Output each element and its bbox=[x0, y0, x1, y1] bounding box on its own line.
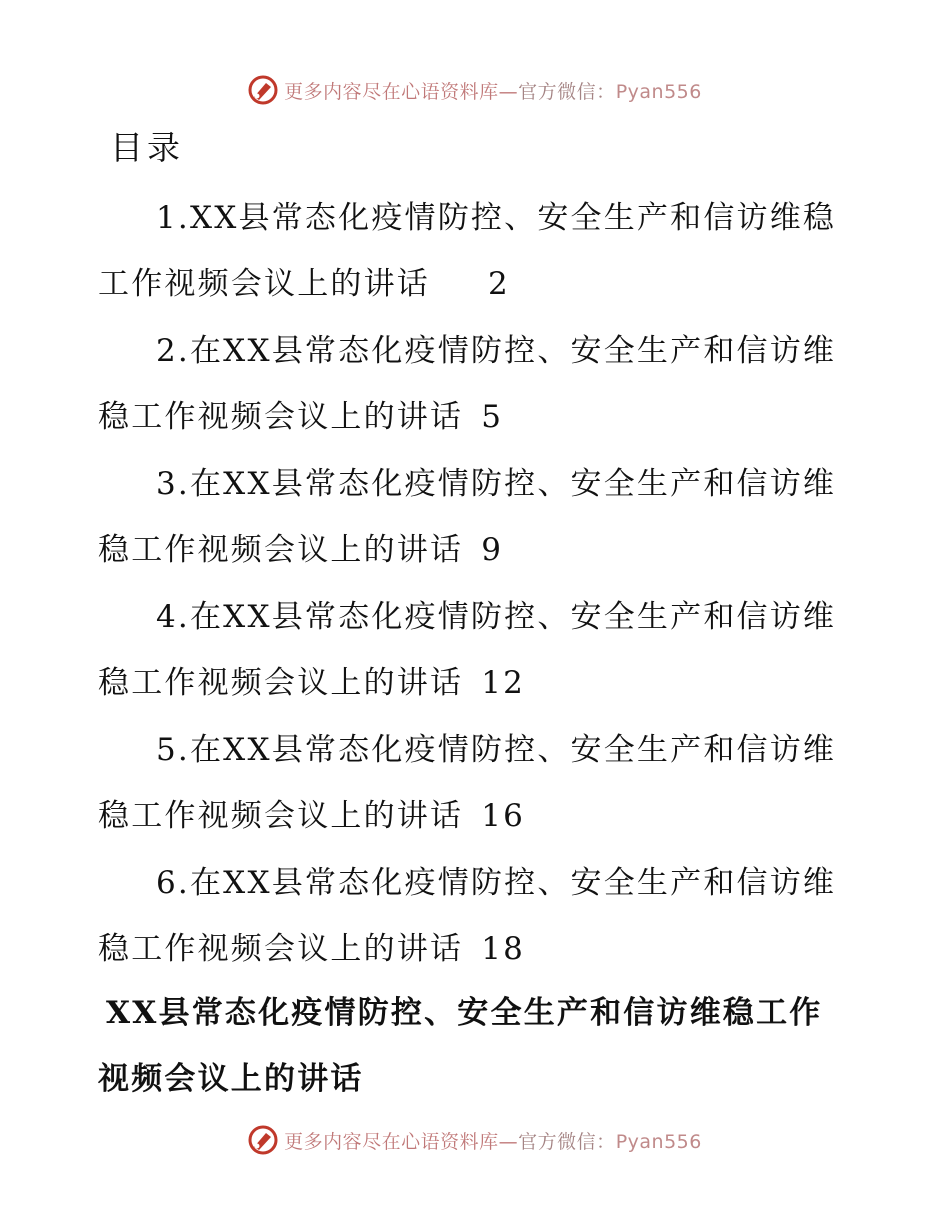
toc-entry-line2: 工作视频会议上的讲话 bbox=[98, 266, 430, 302]
toc-entry-5[interactable] bbox=[98, 717, 858, 849]
toc-entry-line2: 稳工作视频会议上的讲话 bbox=[98, 665, 464, 701]
banner-wechat-id: Pyan556 bbox=[615, 80, 702, 103]
pen-logo-icon bbox=[248, 1125, 278, 1155]
toc-entry-line1: 4.在XX县常态化疫情防控、安全生产和信访维 bbox=[156, 599, 837, 635]
banner-site-name: 更多内容尽在心语资料库 bbox=[284, 1130, 499, 1153]
toc-entry-page: 18 bbox=[481, 931, 526, 967]
toc-entry-line2: 稳工作视频会议上的讲话 bbox=[98, 532, 464, 568]
toc-entry-3[interactable] bbox=[98, 451, 858, 583]
section-heading-line2: 视频会议上的讲话 bbox=[98, 1061, 364, 1097]
toc-entry-2[interactable] bbox=[98, 318, 858, 450]
toc-entry-line1: 1.XX县常态化疫情防控、安全生产和信访维稳 bbox=[156, 200, 837, 236]
toc-entry-line1: 3.在XX县常态化疫情防控、安全生产和信访维 bbox=[156, 466, 837, 502]
toc-entry-4[interactable] bbox=[98, 584, 858, 716]
toc-entry-page: 12 bbox=[481, 665, 526, 701]
header-banner bbox=[0, 70, 950, 110]
toc-entry-page: 2 bbox=[488, 266, 510, 302]
toc-entry-line2: 稳工作视频会议上的讲话 bbox=[98, 798, 464, 834]
banner-text bbox=[284, 1127, 702, 1154]
banner-site-name: 更多内容尽在心语资料库 bbox=[284, 80, 499, 103]
toc-entry-line1: 2.在XX县常态化疫情防控、安全生产和信访维 bbox=[156, 333, 837, 369]
toc-entry-page: 9 bbox=[481, 532, 504, 568]
toc-entry-line2: 稳工作视频会议上的讲话 bbox=[98, 399, 464, 435]
toc-title: 目录 bbox=[110, 128, 184, 167]
section-heading-line1: XX县常态化疫情防控、安全生产和信访维稳工作 bbox=[106, 995, 823, 1031]
toc-entry-page: 16 bbox=[481, 798, 526, 834]
toc-entry-1[interactable] bbox=[98, 185, 858, 317]
footer-banner bbox=[0, 1120, 950, 1160]
toc-entry-line1: 5.在XX县常态化疫情防控、安全生产和信访维 bbox=[156, 732, 837, 768]
toc-entry-6[interactable] bbox=[98, 850, 858, 982]
banner-text bbox=[284, 77, 702, 104]
banner-dash: — bbox=[498, 1130, 519, 1153]
toc-entry-line2: 稳工作视频会议上的讲话 bbox=[98, 931, 464, 967]
section-heading bbox=[98, 980, 858, 1112]
toc-entry-line1: 6.在XX县常态化疫情防控、安全生产和信访维 bbox=[156, 865, 837, 901]
banner-official-label: 官方微信： bbox=[518, 1130, 616, 1153]
banner-dash: — bbox=[498, 80, 519, 103]
toc-entry-page: 5 bbox=[481, 399, 504, 435]
banner-wechat-id: Pyan556 bbox=[615, 1130, 702, 1153]
pen-logo-icon bbox=[248, 75, 278, 105]
banner-official-label: 官方微信： bbox=[518, 80, 616, 103]
